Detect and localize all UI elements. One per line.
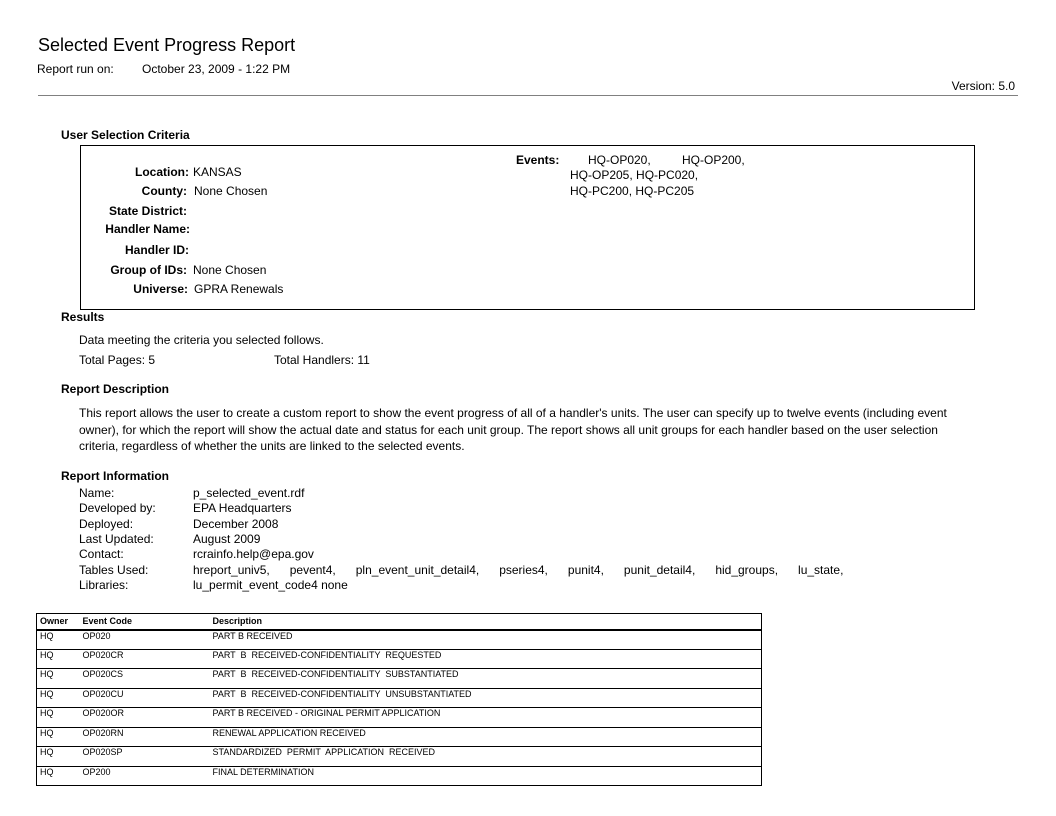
info-label-contact: Contact:: [79, 547, 124, 561]
info-section-title: Report Information: [61, 469, 169, 483]
criteria-value-universe: GPRA Renewals: [194, 282, 284, 296]
description-section-title: Report Description: [61, 382, 170, 396]
table-row: [37, 630, 762, 650]
info-value-developed-by: EPA Headquarters: [193, 501, 292, 515]
criteria-label-handler-name: Handler Name:: [105, 222, 190, 236]
cell-description: PART B RECEIVED: [210, 630, 762, 650]
cell-owner: HQ: [37, 747, 80, 767]
event-item: HQ-OP200,: [682, 153, 745, 167]
criteria-section-title: User Selection Criteria: [61, 128, 190, 142]
cell-event-code: OP020CR: [80, 649, 210, 669]
total-handlers: Total Handlers: 11: [274, 353, 370, 367]
table-row: [37, 747, 762, 767]
info-label-developed-by: Developed by:: [79, 501, 156, 515]
info-value-name: p_selected_event.rdf: [193, 486, 305, 500]
results-text: Data meeting the criteria you selected follows.: [79, 333, 324, 347]
cell-owner: HQ: [37, 708, 80, 728]
cell-owner: HQ: [37, 669, 80, 689]
cell-event-code: OP020: [80, 630, 210, 650]
criteria-label-handler-id: Handler ID:: [124, 243, 189, 257]
cell-event-code: OP020OR: [80, 708, 210, 728]
table-row: [37, 649, 762, 669]
cell-event-code: OP020RN: [80, 727, 210, 747]
page-title: Selected Event Progress Report: [38, 35, 296, 55]
info-value-libraries: lu_permit_event_code4 none: [193, 578, 348, 592]
table-header-row: [37, 614, 762, 630]
cell-description: FINAL DETERMINATION: [210, 766, 762, 786]
cell-owner: HQ: [37, 649, 80, 669]
table-row: [37, 669, 762, 689]
table-row: [37, 766, 762, 786]
cell-owner: HQ: [37, 630, 80, 650]
description-text: This report allows the user to create a custom report to show the event progress of all of a handler's units. The user can specify up to twelve events (including event owner), for which the report will show the actual date and status for each unit group. The report shows all unit groups for each handler based on the user selection criteria, regardless of whether the units are linked to the selected events.: [79, 406, 947, 453]
run-date-label: Report run on:: [37, 62, 114, 76]
header-divider: [38, 95, 1018, 96]
results-section-title: Results: [61, 310, 105, 324]
table-row: [37, 727, 762, 747]
event-code-table: [36, 613, 762, 786]
cell-event-code: OP020SP: [80, 747, 210, 767]
column-header-event-code: Event Code: [80, 614, 210, 630]
cell-description: PART B RECEIVED-CONFIDENTIALITY SUBSTANTIATED: [210, 669, 762, 689]
info-value-last-updated: August 2009: [193, 532, 261, 546]
criteria-label-state-district: State District:: [108, 204, 187, 218]
criteria-label-universe: Universe:: [133, 282, 188, 296]
cell-description: PART B RECEIVED-CONFIDENTIALITY UNSUBSTANTIATED: [210, 688, 762, 708]
criteria-label-location: Location:: [135, 165, 189, 179]
table-row: [37, 708, 762, 728]
cell-owner: HQ: [37, 766, 80, 786]
info-value-contact: rcrainfo.help@epa.gov: [193, 547, 314, 561]
info-label-tables-used: Tables Used:: [79, 563, 149, 577]
criteria-label-group-of-ids: Group of IDs:: [110, 263, 187, 277]
criteria-value-group-of-ids: None Chosen: [193, 263, 267, 277]
cell-owner: HQ: [37, 688, 80, 708]
version-label: Version: 5.0: [951, 79, 1015, 93]
cell-event-code: OP200: [80, 766, 210, 786]
total-pages: Total Pages: 5: [79, 353, 156, 367]
event-item: HQ-PC200, HQ-PC205: [570, 184, 695, 198]
info-label-deployed: Deployed:: [79, 517, 134, 531]
cell-description: STANDARDIZED PERMIT APPLICATION RECEIVED: [210, 747, 762, 767]
table-row: [37, 688, 762, 708]
event-item: HQ-OP020,: [588, 153, 651, 167]
info-value-deployed: December 2008: [193, 517, 279, 531]
criteria-label-county: County:: [141, 184, 187, 198]
criteria-value-county: None Chosen: [194, 184, 268, 198]
criteria-value-location: KANSAS: [193, 165, 242, 179]
info-label-last-updated: Last Updated:: [79, 532, 154, 546]
info-label-name: Name:: [79, 486, 115, 500]
cell-event-code: OP020CS: [80, 669, 210, 689]
info-value-tables-used: hreport_univ5, pevent4, pln_event_unit_detail4, pseries4, punit4, punit_detail4, hid_groups, lu_state,: [193, 563, 844, 577]
cell-owner: HQ: [37, 727, 80, 747]
column-header-description: Description: [210, 614, 762, 630]
cell-description: RENEWAL APPLICATION RECEIVED: [210, 727, 762, 747]
info-label-libraries: Libraries:: [79, 578, 129, 592]
column-header-owner: Owner: [37, 614, 80, 630]
cell-description: PART B RECEIVED - ORIGINAL PERMIT APPLICATION: [210, 708, 762, 728]
run-date-value: October 23, 2009 - 1:22 PM: [142, 62, 291, 76]
event-item: HQ-OP205, HQ-PC020,: [570, 168, 699, 182]
events-label: Events:: [516, 153, 560, 167]
cell-description: PART B RECEIVED-CONFIDENTIALITY REQUESTED: [210, 649, 762, 669]
cell-event-code: OP020CU: [80, 688, 210, 708]
